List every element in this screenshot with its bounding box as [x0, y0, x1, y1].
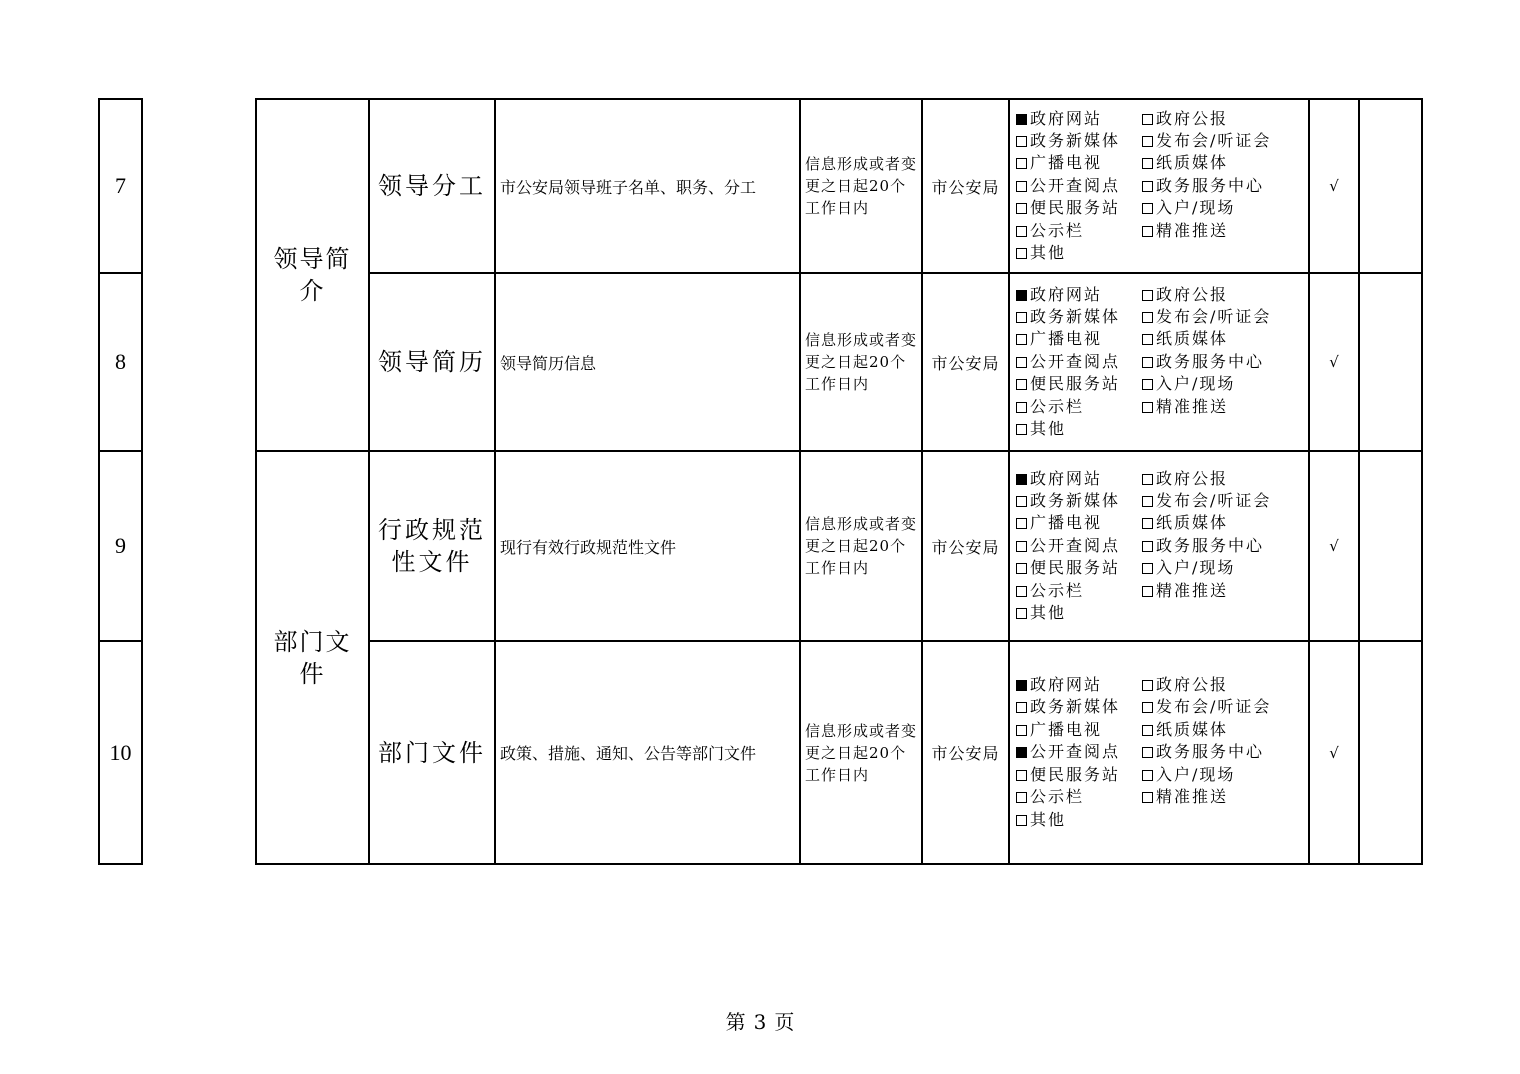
channel-option [1016, 220, 1142, 242]
channel-cell [1009, 641, 1309, 864]
channel-option [1142, 696, 1304, 718]
page-footer [0, 1006, 1520, 1035]
channel-label: 其他 [1030, 603, 1067, 623]
unchecked-box-icon [1016, 496, 1027, 507]
channel-label: 政务新媒体 [1030, 130, 1121, 150]
channel-label: 政务新媒体 [1030, 306, 1121, 326]
item-department: 市公安局 [922, 99, 1009, 273]
channel-option [1016, 130, 1142, 152]
unchecked-box-icon [1142, 770, 1153, 781]
row-number: 10 [99, 641, 142, 864]
check-mark: √ [1309, 273, 1359, 451]
channel-label: 政府网站 [1030, 468, 1103, 488]
row-number: 7 [99, 99, 142, 273]
item-deadline: 信息形成或者变更之日起20个工作日内 [800, 273, 922, 451]
table-row [256, 451, 1422, 641]
channel-label: 纸质媒体 [1156, 153, 1229, 173]
item-department: 市公安局 [922, 451, 1009, 641]
item-deadline: 信息形成或者变更之日起20个工作日内 [800, 99, 922, 273]
check-mark: √ [1309, 99, 1359, 273]
unchecked-box-icon [1142, 680, 1153, 691]
channel-label: 便民服务站 [1030, 764, 1121, 784]
channel-option [1016, 108, 1142, 130]
unchecked-box-icon [1142, 357, 1153, 368]
channel-cell [1009, 451, 1309, 641]
channel-label: 广播电视 [1030, 153, 1103, 173]
channel-label: 发布会/听证会 [1156, 490, 1272, 510]
unchecked-box-icon [1142, 290, 1153, 301]
channel-option [1142, 108, 1304, 130]
unchecked-box-icon [1142, 474, 1153, 485]
channel-option [1142, 512, 1304, 534]
unchecked-box-icon [1016, 424, 1027, 435]
channel-label: 公示栏 [1030, 396, 1085, 416]
unchecked-box-icon [1016, 158, 1027, 169]
row-number: 8 [99, 273, 142, 451]
channel-label: 其他 [1030, 419, 1067, 439]
channel-label: 公示栏 [1030, 787, 1085, 807]
channel-option [1142, 764, 1304, 786]
unchecked-box-icon [1142, 496, 1153, 507]
channel-option [1016, 351, 1142, 373]
unchecked-box-icon [1142, 541, 1153, 552]
channel-option [1016, 764, 1142, 786]
unchecked-box-icon [1016, 541, 1027, 552]
channel-label: 精准推送 [1156, 580, 1229, 600]
item-name: 领导简历 [369, 273, 495, 451]
unchecked-box-icon [1142, 725, 1153, 736]
channel-option [1142, 535, 1304, 557]
channel-label: 公开查阅点 [1030, 351, 1121, 371]
channel-option [1142, 373, 1304, 395]
channel-label: 纸质媒体 [1156, 329, 1229, 349]
unchecked-box-icon [1142, 181, 1153, 192]
unchecked-box-icon [1142, 792, 1153, 803]
channel-label: 发布会/听证会 [1156, 697, 1272, 717]
channel-label: 便民服务站 [1030, 558, 1121, 578]
empty-cell [1359, 641, 1422, 864]
check-mark: √ [1309, 451, 1359, 641]
unchecked-box-icon [1142, 114, 1153, 125]
unchecked-box-icon [1142, 402, 1153, 413]
channel-label: 精准推送 [1156, 220, 1229, 240]
unchecked-box-icon [1016, 792, 1027, 803]
channel-option [1142, 786, 1304, 808]
table-row [256, 99, 1422, 273]
empty-cell [1359, 99, 1422, 273]
unchecked-box-icon [1016, 702, 1027, 713]
item-name: 部门文件 [369, 641, 495, 864]
channel-label: 便民服务站 [1030, 374, 1121, 394]
channel-label: 纸质媒体 [1156, 513, 1229, 533]
unchecked-box-icon [1016, 181, 1027, 192]
unchecked-box-icon [1142, 747, 1153, 758]
checked-box-icon [1016, 114, 1027, 125]
item-name: 行政规范性文件 [369, 451, 495, 641]
channel-option [1016, 674, 1142, 696]
channel-option [1016, 786, 1142, 808]
channel-option [1142, 220, 1304, 242]
channel-label: 政府网站 [1030, 675, 1103, 695]
channel-option [1142, 328, 1304, 350]
unchecked-box-icon [1016, 248, 1027, 259]
table-row [256, 641, 1422, 864]
channel-label: 广播电视 [1030, 329, 1103, 349]
unchecked-box-icon [1016, 815, 1027, 826]
item-department: 市公安局 [922, 273, 1009, 451]
channel-option [1142, 719, 1304, 741]
channel-label: 政务服务中心 [1156, 175, 1265, 195]
channel-label: 政府公报 [1156, 675, 1229, 695]
disclosure-table [255, 98, 1423, 865]
unchecked-box-icon [1016, 226, 1027, 237]
unchecked-box-icon [1142, 563, 1153, 574]
unchecked-box-icon [1016, 725, 1027, 736]
channel-label: 政府网站 [1030, 108, 1103, 128]
channel-option [1142, 306, 1304, 328]
unchecked-box-icon [1016, 608, 1027, 619]
channel-label: 发布会/听证会 [1156, 306, 1272, 326]
channel-option [1016, 396, 1142, 418]
channel-option [1142, 557, 1304, 579]
unchecked-box-icon [1142, 158, 1153, 169]
channel-label: 公开查阅点 [1030, 742, 1121, 762]
item-content: 领导简历信息 [495, 273, 800, 451]
channel-option [1142, 468, 1304, 490]
item-name: 领导分工 [369, 99, 495, 273]
channel-option [1016, 306, 1142, 328]
channel-option [1016, 197, 1142, 219]
channel-option [1016, 175, 1142, 197]
channel-option [1016, 418, 1142, 440]
channel-label: 入户/现场 [1156, 198, 1236, 218]
channel-option [1016, 512, 1142, 534]
unchecked-box-icon [1016, 379, 1027, 390]
unchecked-box-icon [1016, 518, 1027, 529]
item-content: 现行有效行政规范性文件 [495, 451, 800, 641]
unchecked-box-icon [1142, 518, 1153, 529]
channel-label: 政务服务中心 [1156, 742, 1265, 762]
item-content: 市公安局领导班子名单、职务、分工 [495, 99, 800, 273]
unchecked-box-icon [1142, 226, 1153, 237]
channel-label: 公示栏 [1030, 220, 1085, 240]
channel-option [1142, 284, 1304, 306]
channel-option [1016, 557, 1142, 579]
unchecked-box-icon [1016, 586, 1027, 597]
channel-option [1142, 580, 1304, 602]
page-number: 3 [753, 1010, 767, 1034]
unchecked-box-icon [1016, 312, 1027, 323]
channel-label: 其他 [1030, 809, 1067, 829]
checked-box-icon [1016, 474, 1027, 485]
channel-label: 公开查阅点 [1030, 535, 1121, 555]
channel-label: 便民服务站 [1030, 198, 1121, 218]
channel-label: 其他 [1030, 243, 1067, 263]
channel-option [1016, 719, 1142, 741]
channel-label: 政务服务中心 [1156, 535, 1265, 555]
channel-option [1142, 674, 1304, 696]
unchecked-box-icon [1016, 136, 1027, 147]
channel-option [1016, 373, 1142, 395]
category-cell: 部门文件 [256, 451, 369, 864]
channel-option [1142, 197, 1304, 219]
unchecked-box-icon [1016, 402, 1027, 413]
channel-label: 入户/现场 [1156, 764, 1236, 784]
channel-label: 政务新媒体 [1030, 490, 1121, 510]
channel-label: 政府公报 [1156, 468, 1229, 488]
channel-option [1142, 175, 1304, 197]
channel-label: 入户/现场 [1156, 558, 1236, 578]
item-deadline: 信息形成或者变更之日起20个工作日内 [800, 451, 922, 641]
channel-option [1016, 242, 1142, 264]
channel-cell [1009, 273, 1309, 451]
channel-option [1016, 741, 1142, 763]
channel-option [1016, 809, 1142, 831]
checked-box-icon [1016, 290, 1027, 301]
channel-label: 精准推送 [1156, 787, 1229, 807]
channel-option [1016, 152, 1142, 174]
checked-box-icon [1016, 747, 1027, 758]
channel-label: 政府公报 [1156, 284, 1229, 304]
channel-label: 政务新媒体 [1030, 697, 1121, 717]
channel-option [1016, 602, 1142, 624]
item-content: 政策、措施、通知、公告等部门文件 [495, 641, 800, 864]
unchecked-box-icon [1016, 203, 1027, 214]
unchecked-box-icon [1016, 770, 1027, 781]
channel-option [1016, 580, 1142, 602]
channel-option [1016, 696, 1142, 718]
unchecked-box-icon [1142, 586, 1153, 597]
unchecked-box-icon [1142, 136, 1153, 147]
unchecked-box-icon [1142, 312, 1153, 323]
checked-box-icon [1016, 680, 1027, 691]
unchecked-box-icon [1016, 563, 1027, 574]
channel-option [1142, 741, 1304, 763]
channel-option [1142, 396, 1304, 418]
page-suffix: 页 [774, 1010, 795, 1034]
item-department: 市公安局 [922, 641, 1009, 864]
channel-label: 政府公报 [1156, 108, 1229, 128]
unchecked-box-icon [1142, 379, 1153, 390]
channel-label: 广播电视 [1030, 513, 1103, 533]
channel-cell [1009, 99, 1309, 273]
unchecked-box-icon [1142, 702, 1153, 713]
unchecked-box-icon [1016, 334, 1027, 345]
category-cell: 领导简介 [256, 99, 369, 451]
channel-option [1016, 284, 1142, 306]
unchecked-box-icon [1142, 334, 1153, 345]
channel-option [1142, 490, 1304, 512]
channel-option [1016, 328, 1142, 350]
unchecked-box-icon [1142, 203, 1153, 214]
channel-option [1142, 130, 1304, 152]
channel-option [1016, 490, 1142, 512]
page-prefix: 第 [725, 1010, 746, 1034]
channel-option [1142, 152, 1304, 174]
channel-option [1142, 351, 1304, 373]
table-row [256, 273, 1422, 451]
unchecked-box-icon [1016, 357, 1027, 368]
channel-label: 发布会/听证会 [1156, 130, 1272, 150]
item-deadline: 信息形成或者变更之日起20个工作日内 [800, 641, 922, 864]
channel-label: 精准推送 [1156, 396, 1229, 416]
check-mark: √ [1309, 641, 1359, 864]
channel-label: 入户/现场 [1156, 374, 1236, 394]
row-number-column [98, 98, 143, 865]
channel-option [1016, 468, 1142, 490]
channel-option [1016, 535, 1142, 557]
channel-label: 公开查阅点 [1030, 175, 1121, 195]
row-number: 9 [99, 451, 142, 641]
channel-label: 政府网站 [1030, 284, 1103, 304]
channel-label: 纸质媒体 [1156, 719, 1229, 739]
channel-label: 政务服务中心 [1156, 351, 1265, 371]
channel-label: 广播电视 [1030, 719, 1103, 739]
empty-cell [1359, 273, 1422, 451]
channel-label: 公示栏 [1030, 580, 1085, 600]
empty-cell [1359, 451, 1422, 641]
